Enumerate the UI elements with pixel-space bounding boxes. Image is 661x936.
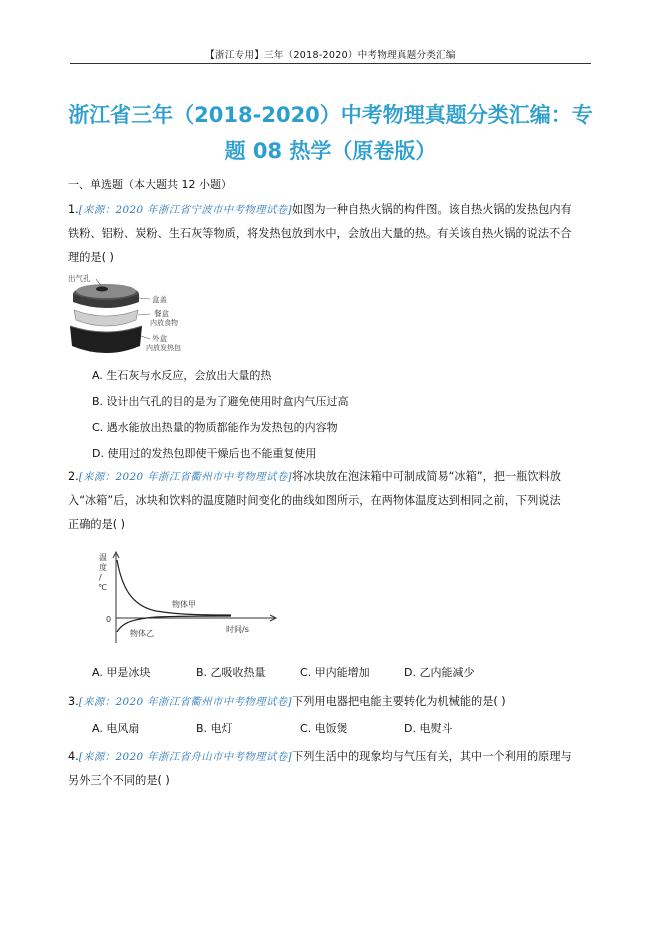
q2-options <box>92 664 572 680</box>
q3-options <box>92 720 572 736</box>
option-c: C. 遇水能放出热量的物质都能作为发热包的内容物 <box>92 421 338 434</box>
option-c: C. 甲内能增加 <box>300 666 370 679</box>
option-b: B. 电灯 <box>196 722 233 735</box>
question-stem: 正确的是( ) <box>68 518 126 531</box>
question-source: [来源：2020 年浙江省衢州市中考物理试卷] <box>78 696 292 708</box>
question-source: [来源：2020 年浙江省衢州市中考物理试卷] <box>78 471 292 483</box>
outer-box-label: 外盒 <box>152 334 167 343</box>
option-b: B. 乙吸收热量 <box>196 666 266 679</box>
question-stem: 铁粉、铝粉、炭粉、生石灰等物质，将发热包放到水中，会放出大量的热。有关该自热火锅的说法不合 <box>68 227 572 240</box>
question-source: [来源：2020 年浙江省宁波市中考物理试卷] <box>78 204 292 216</box>
question-number: 2. <box>68 470 79 483</box>
question-stem: 下列用电器把电能主要转化为机械能的是( ) <box>292 695 506 708</box>
question-source: [来源：2020 年浙江省舟山市中考物理试卷] <box>78 751 292 763</box>
outer-box-note: 内放发热包 <box>146 344 181 352</box>
lid-label: 盒盖 <box>152 295 167 304</box>
section-heading: 一、单选题（本大题共 12 小题） <box>68 178 232 191</box>
question-stem: 如图为一种自热火锅的构件图。该自热火锅的发热包内有 <box>292 203 572 216</box>
ylabel-char: / <box>99 573 102 582</box>
option-a: A. 甲是冰块 <box>92 666 151 679</box>
graph-xlabel: 时间/s <box>226 625 249 634</box>
question-1 <box>68 198 593 270</box>
option-a: A. 电风扇 <box>92 722 140 735</box>
document-title <box>60 97 601 169</box>
question-4 <box>68 745 593 793</box>
curve-b-label: 物体乙 <box>130 629 154 638</box>
option-b: B. 设计出气孔的目的是为了避免使用时盒内气压过高 <box>92 395 349 408</box>
question-number: 1. <box>68 203 79 216</box>
ylabel-char: 温 <box>99 553 107 562</box>
header-divider <box>70 63 591 64</box>
option-d: D. 使用过的发热包即使干燥后也不能重复使用 <box>92 447 317 460</box>
question-2 <box>68 465 593 537</box>
title-line-2: 题 08 热学（原卷版） <box>224 139 437 163</box>
question-3 <box>68 690 593 714</box>
option-d: D. 乙内能减少 <box>404 666 475 679</box>
ylabel-char: 度 <box>99 563 107 572</box>
graph-origin-label: 0 <box>106 615 112 624</box>
question-stem: 理的是( ) <box>68 251 114 264</box>
ylabel-char: ℃ <box>98 583 107 592</box>
option-d: D. 电熨斗 <box>404 722 453 735</box>
running-header: 【浙江专用】三年（2018-2020）中考物理真题分类汇编 <box>205 50 456 61</box>
curve-a-label: 物体甲 <box>172 600 196 609</box>
question-stem: 另外三个不同的是( ) <box>68 774 170 787</box>
hotpot-figure <box>66 272 201 362</box>
question-stem: 下列生活中的现象均与气压有关，其中一个利用的原理与 <box>292 750 572 763</box>
inner-box-note: 内放食物 <box>150 319 178 327</box>
option-c: C. 电饭煲 <box>300 722 348 735</box>
question-number: 3. <box>68 695 79 708</box>
vent-label: 出气孔 <box>68 274 91 283</box>
question-stem: 入“冰箱”后，冰块和饮料的温度随时间变化的曲线如图所示，在两物体温度达到相同之前，下列说法 <box>68 494 561 507</box>
question-number: 4. <box>68 750 79 763</box>
option-a: A. 生石灰与水反应，会放出大量的热 <box>92 369 272 382</box>
graph-ylabel <box>98 553 110 592</box>
temperature-graph <box>86 548 286 648</box>
question-stem: 将冰块放在泡沫箱中可制成简易“冰箱”，把一瓶饮料放 <box>292 470 561 483</box>
inner-box-label: 餐盒 <box>154 309 169 318</box>
title-line-1: 浙江省三年（2018-2020）中考物理真题分类汇编：专 <box>68 103 593 127</box>
